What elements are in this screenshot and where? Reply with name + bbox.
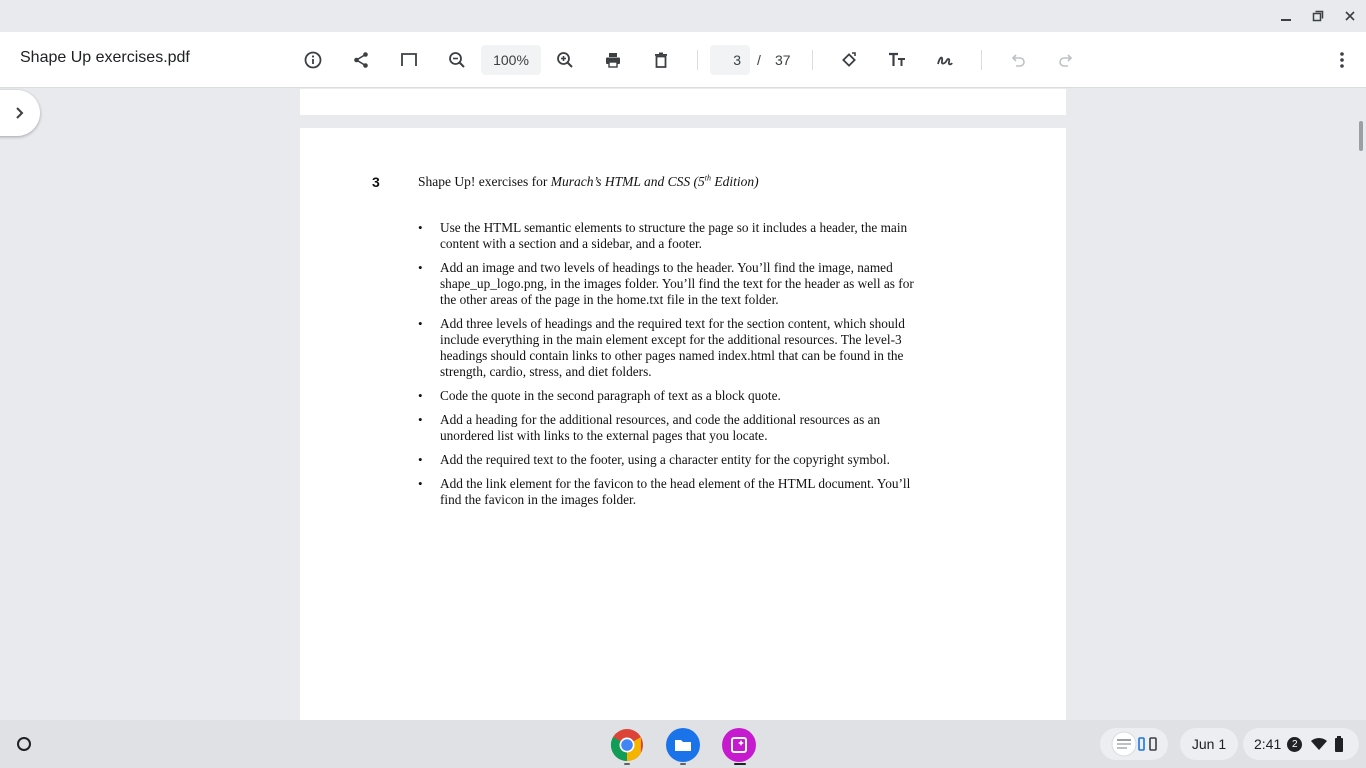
close-icon[interactable] [1334, 0, 1366, 32]
list-item: • Add a heading for the additional resources, and code the additional resources as an unordered list with links to the external pages that you locate. [418, 412, 918, 444]
battery-icon [1334, 736, 1344, 752]
fit-page-icon[interactable] [393, 44, 425, 76]
header-book-title [551, 174, 759, 189]
page-header [418, 174, 759, 190]
app-running-indicator [624, 763, 630, 765]
scrollbar-thumb[interactable] [1359, 121, 1363, 151]
files-icon[interactable] [666, 728, 700, 762]
page-separator: / [757, 52, 761, 68]
share-icon[interactable] [345, 44, 377, 76]
header-prefix: Shape Up! exercises for [418, 174, 551, 189]
list-item: • Code the quote in the second paragraph of text as a block quote. [418, 388, 918, 404]
redo-icon[interactable] [1050, 44, 1082, 76]
list-item: • Add three levels of headings and the required text for the section content, which should include everything in the main element except for the additional resources. The level-3 headings should contain links to other pages named index.html that can be found in the strength, cardio, stress, and diet folders. [418, 316, 918, 380]
page-number-label: 3 [372, 174, 380, 190]
chrome-icon[interactable] [610, 728, 644, 762]
zoom-in-icon[interactable] [549, 44, 581, 76]
total-pages: 37 [775, 52, 791, 68]
zoom-input[interactable]: 100% [481, 45, 541, 75]
exercise-list [418, 220, 918, 516]
date-label: Jun 1 [1191, 736, 1227, 752]
holding-space-tray[interactable] [1100, 728, 1168, 760]
minimize-icon[interactable] [1270, 0, 1302, 32]
clock-label: 2:41 [1254, 736, 1282, 752]
rotate-icon[interactable] [833, 44, 865, 76]
text-size-icon[interactable] [881, 44, 913, 76]
window-controls [1270, 0, 1366, 32]
list-item: • Add the link element for the favicon to the head element of the HTML document. You’ll find the favicon in the images folder. [418, 476, 918, 508]
print-icon[interactable] [597, 44, 629, 76]
header-book: Murach’s HTML and CSS (5 [550, 174, 705, 189]
date-tray[interactable] [1180, 728, 1238, 760]
previous-page [300, 89, 1066, 115]
header-sup: th [704, 173, 711, 183]
list-item: • Add an image and two levels of headings to the header. You’ll find the image, named shape_up_logo.png, in the images folder. You’ll find the text for the header as well as for the other areas of the page in the home.txt file in the text folder. [418, 260, 918, 308]
document-title: Shape Up exercises.pdf [20, 49, 190, 66]
page-number-input[interactable]: 3 [710, 45, 750, 75]
gallery-icon[interactable] [722, 728, 756, 762]
status-tray[interactable] [1243, 728, 1359, 760]
toolbar-divider [697, 50, 698, 70]
wifi-icon [1310, 737, 1328, 751]
pdf-toolbar [0, 32, 1366, 88]
undo-icon[interactable] [1002, 44, 1034, 76]
restore-icon[interactable] [1302, 0, 1334, 32]
chevron-right-icon [12, 106, 26, 120]
launcher-button[interactable] [8, 728, 40, 760]
delete-icon[interactable] [645, 44, 677, 76]
system-shelf [0, 720, 1366, 768]
zoom-out-icon[interactable] [441, 44, 473, 76]
notification-badge: 2 [1287, 737, 1302, 752]
toolbar-divider [812, 50, 813, 70]
launcher-icon [17, 737, 31, 751]
header-suffix: Edition) [710, 174, 759, 189]
info-icon[interactable] [297, 44, 329, 76]
annotate-icon[interactable] [929, 44, 961, 76]
more-vert-icon[interactable] [1326, 44, 1358, 76]
toolbar-divider [981, 50, 982, 70]
pdf-page [300, 128, 1066, 720]
pdf-viewer[interactable] [0, 89, 1366, 720]
app-running-indicator [680, 763, 686, 765]
list-item: • Use the HTML semantic elements to structure the page so it includes a header, the main content with a section and a sidebar, and a footer. [418, 220, 918, 252]
holding-space-icon [1106, 731, 1162, 757]
app-active-indicator [734, 763, 746, 765]
list-item: • Add the required text to the footer, using a character entity for the copyright symbol. [418, 452, 918, 468]
